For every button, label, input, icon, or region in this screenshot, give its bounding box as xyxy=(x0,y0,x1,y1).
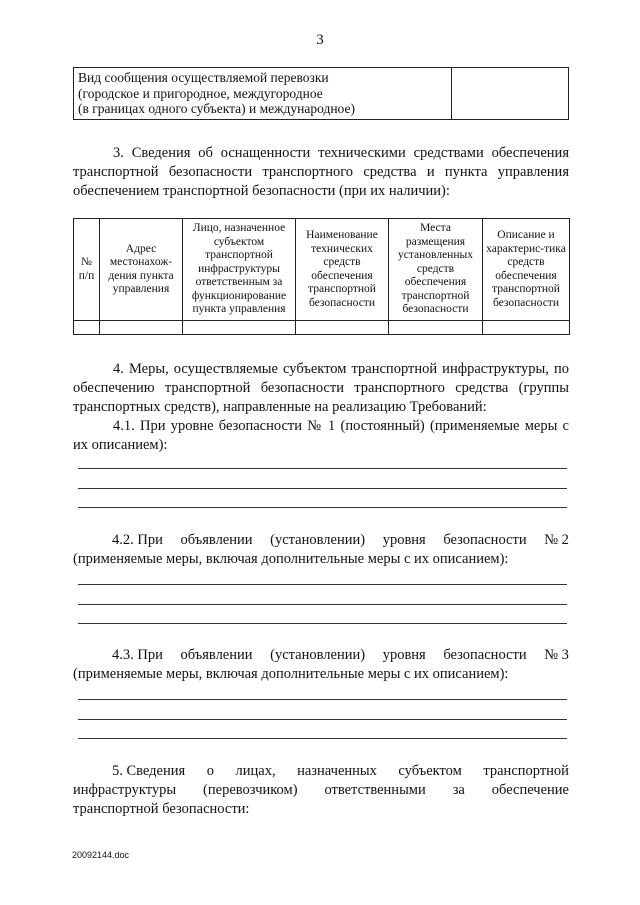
equipment-table-header: № п/п xyxy=(74,219,100,321)
transport-type-value-cell xyxy=(452,68,569,120)
equipment-table-header: Наименование технических средств обеспечения транспортной безопасности xyxy=(296,219,389,321)
equipment-table-header: Места размещения установленных средств обеспечения транспортной безопасности xyxy=(389,219,483,321)
section-3-heading: 3. Сведения об оснащенности техническими средствами обеспечения транспортной безопасности транспортного средства и пункта управления обеспечением транспортной безопасности (при их наличии): xyxy=(73,145,569,199)
section-5-word: транспортной xyxy=(483,763,569,779)
table-cell xyxy=(183,321,296,335)
fill-in-line xyxy=(78,719,567,720)
section-5-word: за xyxy=(452,782,465,798)
fill-in-line xyxy=(78,699,567,700)
table-cell xyxy=(389,321,483,335)
transport-type-label-line: (городское и пригородное, междугородное xyxy=(78,85,323,101)
equipment-table-header: Адрес местонахож-дения пункта управления xyxy=(100,219,183,321)
table-cell xyxy=(483,321,570,335)
section-5-first-line xyxy=(112,762,569,781)
fill-in-line xyxy=(78,623,567,624)
table-cell xyxy=(74,321,100,335)
section-4-2-word: безопасности xyxy=(443,532,527,548)
document-id: 20092144.doc xyxy=(72,850,130,860)
section-5-word: инфраструктуры xyxy=(73,782,177,798)
equipment-table-header: Описание и характерис-тика средств обеспечения транспортной безопасности xyxy=(483,219,570,321)
page-number: 3 xyxy=(316,32,324,48)
fill-in-line xyxy=(78,604,567,605)
section-4-2-word: 4.2. При xyxy=(112,532,163,548)
section-4-2-rest: (применяемые меры, включая дополнительные меры с их описанием): xyxy=(73,551,509,567)
section-4-3-word: 4.3. При xyxy=(112,647,163,663)
table-cell xyxy=(296,321,389,335)
section-5-word: ответственными xyxy=(324,782,426,798)
equipment-table xyxy=(73,218,570,335)
section-4-heading: 4. Меры, осуществляемые субъектом транспортной инфраструктуры, по обеспечению транспортной безопасности транспортного средства (группы транспортных средств), направленные на реализацию Требований: xyxy=(73,361,569,415)
section-4-3-word: (установлении) xyxy=(270,647,366,663)
transport-type-label-line: Вид сообщения осуществляемой перевозки xyxy=(78,70,329,85)
section-4-2-word: № 2 xyxy=(544,532,569,548)
fill-in-line xyxy=(78,584,567,585)
equipment-table-header: Лицо, назначенное субъектом транспортной инфраструктуры ответственным за функционирование пункта управления xyxy=(183,219,296,321)
section-5-word: лицах, xyxy=(235,763,276,779)
section-5-word: 5. Сведения xyxy=(112,763,186,779)
section-5-third-line: транспортной безопасности: xyxy=(73,801,250,817)
table-row xyxy=(74,321,570,335)
section-4-3-word: безопасности xyxy=(443,647,527,663)
section-4-1-text: 4.1. При уровне безопасности № 1 (постоянный) (применяемые меры с их описанием): xyxy=(73,418,569,453)
transport-type-label-line: (в границах одного субъекта) и международное) xyxy=(78,101,355,116)
section-4-2-word: объявлении xyxy=(180,532,253,548)
section-5-word: о xyxy=(206,763,214,779)
fill-in-line xyxy=(78,507,567,508)
section-4-3-word: № 3 xyxy=(544,647,569,663)
section-5-word: субъектом xyxy=(398,763,462,779)
section-4-3-first-line xyxy=(112,646,569,665)
section-4-2-word: уровня xyxy=(382,532,426,548)
section-4-3-rest: (применяемые меры, включая дополнительные меры с их описанием): xyxy=(73,666,509,682)
section-4-2-first-line xyxy=(112,531,569,550)
section-4-3-word: уровня xyxy=(382,647,426,663)
transport-type-table xyxy=(73,67,569,120)
fill-in-line xyxy=(78,468,567,469)
section-5-word: (перевозчиком) xyxy=(203,782,298,798)
table-cell xyxy=(100,321,183,335)
section-5-second-line xyxy=(73,781,569,800)
fill-in-line xyxy=(78,738,567,739)
section-5-word: обеспечение xyxy=(491,782,569,798)
transport-type-label xyxy=(74,68,452,120)
fill-in-line xyxy=(78,488,567,489)
section-4-2-word: (установлении) xyxy=(270,532,366,548)
section-5-word: назначенных xyxy=(297,763,377,779)
section-4-3-word: объявлении xyxy=(180,647,253,663)
